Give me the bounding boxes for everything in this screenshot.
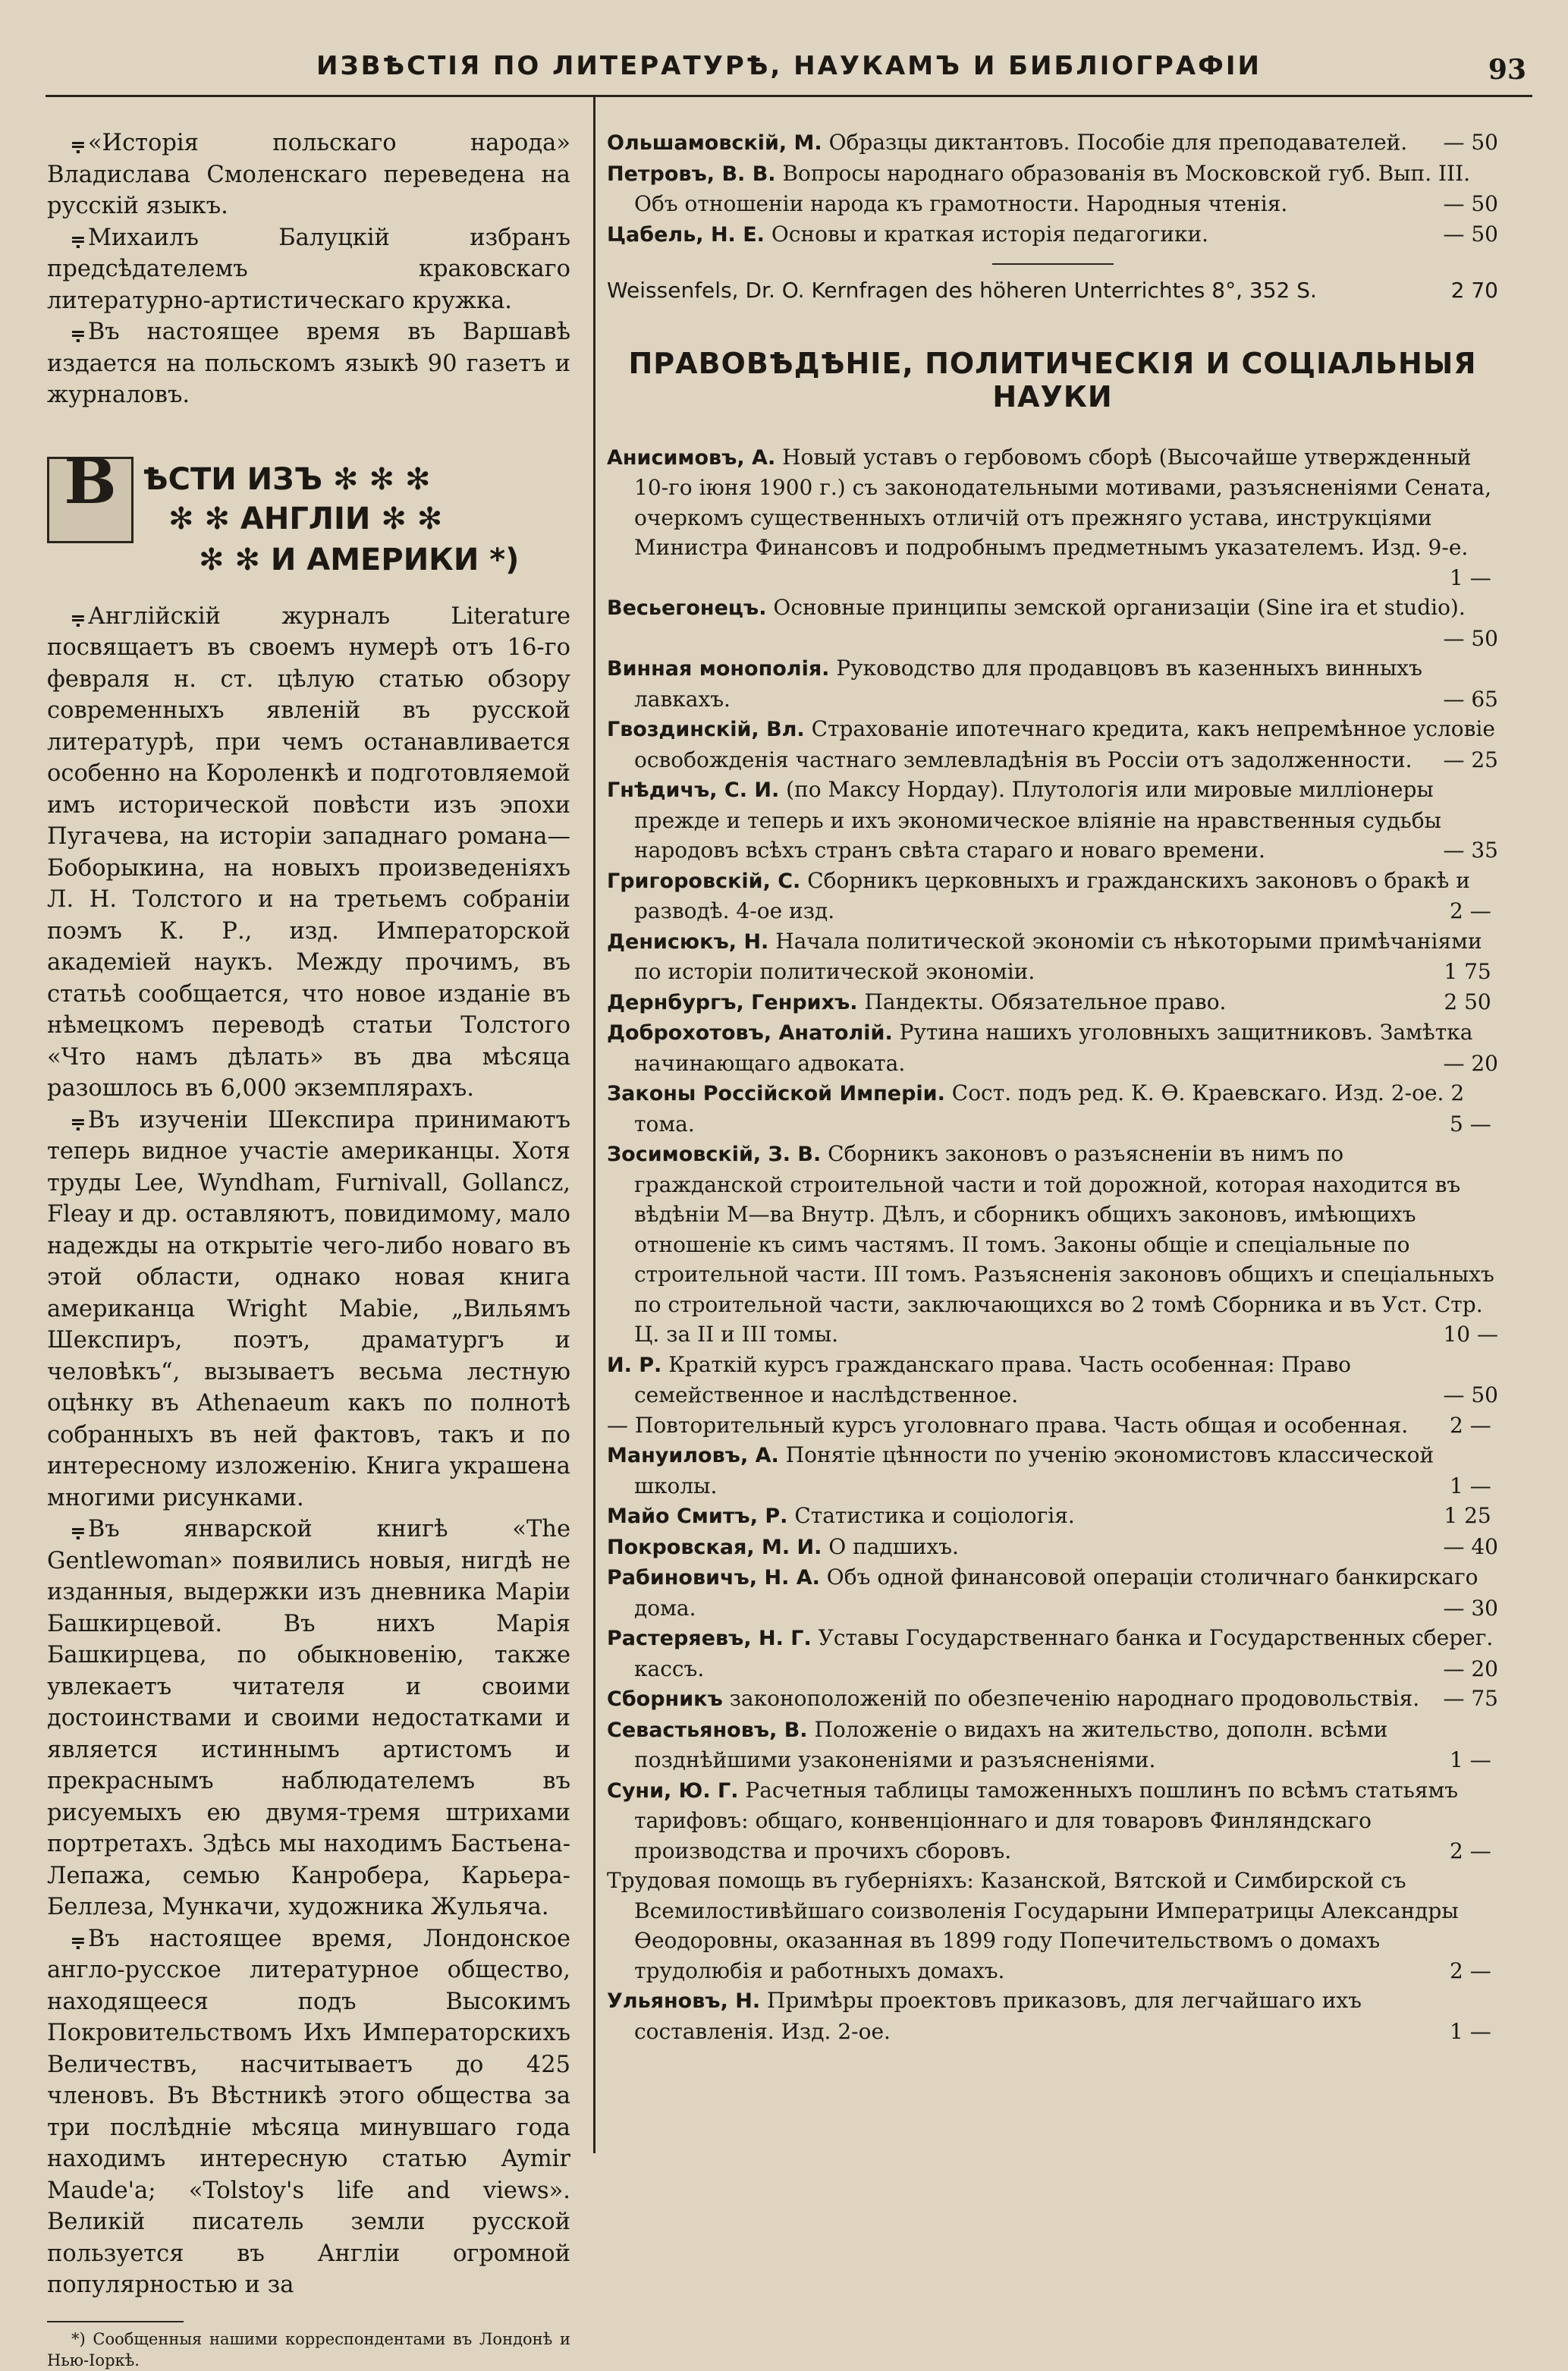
bibliography-entry <box>607 1017 1498 1078</box>
entry-author: Севастьяновъ, В. <box>607 1718 808 1742</box>
news-item: ⩦ Въ изученіи Шекспира принимаютъ теперь видное участіе американцы. Хотя труды Lee, Wyndham, Furnivall, Gollancz, Fleay и др. оставляютъ, повидимому, мало надежды на открытіе чего-либо новаго въ этой области, однако новая книга американца Wright Mabie, „Вильямъ Шекспиръ, поэтъ, драматургъ и человѣкъ“, вызываетъ весьма лестную оцѣнку въ Athenaeum какъ по полнотѣ собранныхъ въ ней фактовъ, такъ и по интересному изложенію. Книга украшена многими рисунками. <box>47 1105 570 1511</box>
entry-title: О падшихъ. <box>828 1533 959 1559</box>
entry-price: 2 — <box>1450 1957 1491 1983</box>
heading-line-1: ѢСТИ ИЗЪ ✻ ✻ ✻ <box>143 461 431 497</box>
entry-title: Положеніе о видахъ на жительство, дополн. всѣми позднѣйшими узаконеніями и разъясненіями. <box>634 1716 1388 1772</box>
entry-price: 1 — <box>1450 1473 1491 1498</box>
bibliography-entry <box>607 866 1498 926</box>
footnote: *) Сообщенныя нашими корреспондентами въ Лондонѣ и Нью-Іоркѣ. <box>47 2329 570 2369</box>
entry-title: Основные принципы земской организаціи (Sine ira et studio). <box>773 595 1466 620</box>
entry-title: Основы и краткая исторія педагогики. <box>771 221 1209 247</box>
entry-author: Григоровскій, С. <box>607 869 801 893</box>
entry-title: Объ одной финансовой операціи столичнаго банкирскаго дома. <box>634 1564 1478 1621</box>
entry-title: Сборникъ законовъ о разъясненіи въ нимъ по гражданской строительной части и той дорожной, которая находится въ вѣдѣніи М—ва Внутр. Дѣлъ, и сборникъ общихъ законовъ, имѣющихъ отношеніе къ симъ частямъ. II томъ. Законы общіе и спеціальные по строительной части. III томъ. Разъясненія законовъ общихъ и спеціальныхъ по строительной части, заключающихся во 2 томѣ Сборника и въ Уст. Стр. Ц. за II и III томы. <box>634 1141 1494 1347</box>
entry-price: 1 — <box>1450 564 1491 590</box>
entry-author: Цабель, Н. Е. <box>607 222 765 247</box>
entry-title: Понятіе цѣнности по ученію экономистовъ классической школы. <box>634 1442 1434 1498</box>
entry-title: Трудовая помощь въ губерніяхъ: Казанской, Вятской и Симбирской съ Всемилостивѣйшаго соизволенія Государыни Императрицы Александры Ѳеодоровны, оказанная въ 1899 году Попечительствомъ о домахъ трудолюбія и работныхъ домахъ. <box>607 1868 1459 1983</box>
entry-price: 5 — <box>1450 1111 1491 1137</box>
entry-price: — 40 <box>1443 1533 1498 1559</box>
divider-rule <box>992 263 1114 265</box>
entry-title: — Повторительный курсъ уголовнаго права. Часть общая и особенная. <box>607 1412 1409 1438</box>
entry-title: Статистика и соціологія. <box>794 1503 1075 1528</box>
bibliography-entry <box>607 159 1498 219</box>
bibliography-entry <box>607 1684 1498 1715</box>
news-item: ⩦ Въ настоящее время въ Варшавѣ издается на польскомъ языкѣ 90 газетъ и журналовъ. <box>47 318 570 408</box>
bibliography-entry <box>607 442 1498 593</box>
entry-title: Уставы Государственнаго банка и Государственных сберег. кассъ. <box>634 1625 1494 1681</box>
entry-price: 2 70 <box>1450 278 1498 303</box>
entry-title: Расчетныя таблицы таможенныхъ пошлинъ по всѣмъ статьямъ тарифовъ: общаго, конвенціоннаго и для товаровъ Финляндскаго производства и прочихъ сборовъ. <box>634 1777 1459 1863</box>
entry-author: Петровъ, В. В. <box>607 162 776 186</box>
entry-price: — 25 <box>1443 747 1498 772</box>
entry-author: Ульяновъ, Н. <box>607 1989 761 2013</box>
initial-letter: В <box>64 445 117 518</box>
entry-title: Краткій курсъ гражданскаго права. Часть особенная: Право семейственное и наслѣдственное. <box>634 1351 1351 1407</box>
entry-price: — 50 <box>1443 130 1498 155</box>
entry-author: Майо Смитъ, Р. <box>607 1505 788 1528</box>
entry-price: — 50 <box>1443 1382 1498 1407</box>
news-item: ⩦ Англійскій журналъ Literature посвящаетъ въ своемъ нумерѣ отъ 16-го февраля н. ст. цѣлую статью обзору современныхъ явленій въ русской литературѣ, при чемъ останавливается особенно на Короленкѣ и подготовляемой имъ исторической повѣсти изъ эпохи Пугачева, на исторіи западнаго романа—Боборыкина, на новыхъ произведеніяхъ Л. Н. Толстого и на третьемъ собраніи поэмъ К. Р., изд. Императорской академіей наукъ. Между прочимъ, въ статьѣ сообщается, что новое изданіе въ нѣмецкомъ переводѣ статьи Толстого «Что намъ дѣлать» въ два мѣсяца разошлось въ 6,000 экземплярахъ. <box>47 602 570 1102</box>
section-heading <box>47 445 570 586</box>
column-rule <box>593 97 595 2153</box>
entry-author: И. Р. <box>607 1353 662 1377</box>
heading-line-3: ✻ ✻ И АМЕРИКИ *) <box>199 542 520 577</box>
entry-price: 10 — <box>1443 1322 1498 1347</box>
entry-author: Суни, Ю. Г. <box>607 1778 739 1803</box>
bibliography-entry <box>607 1501 1498 1532</box>
bibliography-list-pedagogy <box>607 127 1498 250</box>
german-entry <box>607 275 1498 306</box>
bibliography-entry <box>607 127 1498 159</box>
bibliography-entry <box>607 714 1498 775</box>
entry-title: Руководство для продавцовъ въ казенныхъ винныхъ лавкахъ. <box>634 656 1422 712</box>
bibliography-entry <box>607 219 1498 250</box>
bibliography-entry <box>607 1775 1498 1866</box>
entry-author: Рабиновичъ, Н. А. <box>607 1566 820 1590</box>
heading-line-2: ✻ ✻ АНГЛІИ ✻ ✻ <box>168 501 443 536</box>
bibliography-entry <box>607 1986 1498 2046</box>
entry-title: Пандекты. Обязательное право. <box>864 989 1227 1014</box>
bibliography-entry <box>607 1715 1498 1775</box>
entry-price: 2 — <box>1450 898 1491 923</box>
entry-price: 2 — <box>1450 1838 1491 1863</box>
bibliography-entry <box>607 653 1498 714</box>
bibliography-entry <box>607 1139 1498 1350</box>
bibliography-entry <box>607 987 1498 1018</box>
left-column <box>47 127 570 2371</box>
entry-title: Сборникъ церковныхъ и гражданскихъ законовъ о бракѣ и разводѣ. 4-ое изд. <box>634 867 1470 923</box>
entry-price: — 30 <box>1443 1595 1498 1621</box>
entry-price: — 50 <box>1443 221 1498 247</box>
item-mark: ⩦ <box>71 1105 85 1134</box>
entry-price: — 50 <box>1443 191 1498 216</box>
entry-price: 2 50 <box>1444 989 1491 1014</box>
bibliography-entry <box>607 926 1498 987</box>
running-header <box>46 42 1532 97</box>
page-number: 93 <box>1488 54 1526 86</box>
header-title: ИЗВѢСТІЯ ПО ЛИТЕРАТУРѢ, НАУКАМЪ И БИБЛІОГРАФІИ <box>316 51 1262 81</box>
item-mark: ⩦ <box>71 1515 85 1542</box>
entry-price: 1 — <box>1450 2018 1491 2044</box>
item-mark: ⩦ <box>71 318 85 345</box>
item-mark: ⩦ <box>71 129 85 156</box>
entry-title: законоположеній по обезпеченію народнаго продовольствія. <box>729 1686 1420 1711</box>
entry-author: Доброхотовъ, Анатолій. <box>607 1021 893 1045</box>
bibliography-entry <box>607 1623 1498 1684</box>
bibliography-entry <box>607 1410 1498 1441</box>
entry-author: Весьегонецъ. <box>607 596 767 620</box>
entry-author: Денисюкъ, Н. <box>607 929 769 954</box>
entry-author: Покровская, М. И. <box>607 1535 822 1559</box>
entry-price: 2 — <box>1450 1412 1491 1438</box>
entry-author: Зосимовскій, З. В. <box>607 1143 822 1166</box>
entry-price: — 75 <box>1443 1686 1498 1711</box>
entry-title: (по Максу Нордау). Плутологія или мировые милліонеры прежде и теперь и ихъ экономическое вліяніе на нравственныя судьбы народовъ всѣхъ странъ свѣта стараго и новаго времени. <box>634 777 1441 863</box>
bibliography-entry <box>607 1078 1498 1139</box>
section-title: ПРАВОВѢДѢНІЕ, ПОЛИТИЧЕСКІЯ И СОЦІАЛЬНЫЯ НАУКИ <box>628 346 1477 414</box>
entry-author: Растеряевъ, Н. Г. <box>607 1627 812 1650</box>
news-item: ⩦ Въ январской книгѣ «The Gentlewoman» появились новыя, нигдѣ не изданныя, выдержки изъ дневника Маріи Башкирцевой. Въ нихъ Марія Башкирцева, по обыкновенію, также увлекаетъ читателя и своими достоинствами и своими недостатками и является истиннымъ артистомъ и прекраснымъ наблюдателемъ въ рисуемыхъ ею двумя-тремя штрихами портретахъ. Здѣсь мы находимъ Бастьена-Лепажа, семью Канробера, Карьера-Беллеза, Мункачи, художника Жульяча. <box>47 1515 570 1920</box>
entry-title: Страхованіе ипотечнаго кредита, какъ непремѣнное условіе освобожденія частнаго землевладѣнія въ Россіи отъ задолженности. <box>634 716 1495 772</box>
entry-author: Гнѣдичъ, С. И. <box>607 778 780 802</box>
decorated-initial <box>47 445 134 543</box>
right-column <box>607 127 1498 2046</box>
entry-title: Рутина нашихъ уголовныхъ защитниковъ. Замѣтка начинающаго адвоката. <box>634 1020 1473 1076</box>
bibliography-entry <box>607 1866 1498 1986</box>
entry-author: Сборникъ <box>607 1687 723 1711</box>
entry-author: Дернбургъ, Генрихъ. <box>607 990 858 1014</box>
entry-price: 1 25 <box>1444 1503 1491 1528</box>
entry-title: Вопросы народнаго образованія въ Московской губ. Вып. III. Объ отношеніи народа къ грамотности. Народныя чтенія. <box>634 160 1471 216</box>
entry-title: Новый уставъ о гербовомъ сборѣ (Высочайше утвержденный 10-го іюня 1900 г.) съ законодательными мотивами, разъясненіями Сената, очеркомъ существенныхъ отличій отъ прежняго устава, инструкціями Министра Финансовъ и подробнымъ предметнымъ указателемъ. Изд. 9-е. <box>634 444 1492 560</box>
bibliography-entry <box>607 1350 1498 1410</box>
news-item: ⩦ Михаилъ Балуцкій избранъ предсѣдателемъ краковскаго литературно-артистическаго кружка. <box>47 223 570 314</box>
entry-title: Сост. подъ ред. К. Ѳ. Краевскаго. Изд. 2-ое. 2 тома. <box>634 1080 1465 1137</box>
bibliography-entry <box>607 1532 1498 1563</box>
entry-author: Анисимовъ, А. <box>607 445 776 470</box>
entry-author: Мануиловъ, А. <box>607 1444 779 1467</box>
german-entry-text: Weissenfels, Dr. O. Kernfragen des höheren Unterrichtes 8°, 352 S. <box>607 278 1317 303</box>
news-item: ⩦ «Исторія польскаго народа» Владислава Смоленскаго переведена на русскій языкъ. <box>47 129 570 219</box>
entry-price: — 20 <box>1443 1656 1498 1681</box>
entry-author: Гвоздинскій, Вл. <box>607 718 805 741</box>
item-mark: ⩦ <box>71 1924 85 1952</box>
entry-title: Примѣры проектовъ приказовъ, для легчайшаго ихъ составленія. Изд. 2-ое. <box>634 1988 1362 2044</box>
bibliography-entry <box>607 593 1498 653</box>
item-mark: ⩦ <box>71 223 85 251</box>
item-mark: ⩦ <box>71 602 85 630</box>
entry-price: — 35 <box>1443 838 1498 863</box>
entry-price: — 20 <box>1443 1050 1498 1076</box>
bibliography-entry <box>607 1440 1498 1501</box>
entry-price: 1 75 <box>1444 959 1491 984</box>
entry-title: Начала политической экономіи съ нѣкоторыми примѣчаніями по исторіи политической экономіи. <box>634 928 1482 984</box>
entry-author: Винная монополія. <box>607 657 830 681</box>
entry-price: 1 — <box>1450 1747 1491 1772</box>
entry-title: Образцы диктантовъ. Пособіе для преподавателей. <box>828 130 1408 155</box>
news-item: ⩦ Въ настоящее время, Лондонское англо-русское литературное общество, находящееся подъ Высокимъ Покровительствомъ Ихъ Императорскихъ Величествъ, насчитываетъ до 425 членовъ. Въ Вѣстникѣ этого общества за три послѣдніе мѣсяца минувшаго года находимъ интересную статью Aymir Maude'a; «Tolstoy's life and views». Великій писатель земли русской пользуется въ Англіи огромной популярностью и за <box>47 1924 570 2298</box>
entry-price: — 50 <box>1443 625 1498 651</box>
bibliography-list-law <box>607 442 1498 2047</box>
entry-author: Законы Россійской Имперіи. <box>607 1082 945 1105</box>
entry-author: Ольшамовскій, М. <box>607 131 822 155</box>
entry-price: — 65 <box>1443 686 1498 712</box>
footnote-rule <box>47 2321 184 2322</box>
bibliography-entry <box>607 775 1498 866</box>
bibliography-entry <box>607 1562 1498 1623</box>
